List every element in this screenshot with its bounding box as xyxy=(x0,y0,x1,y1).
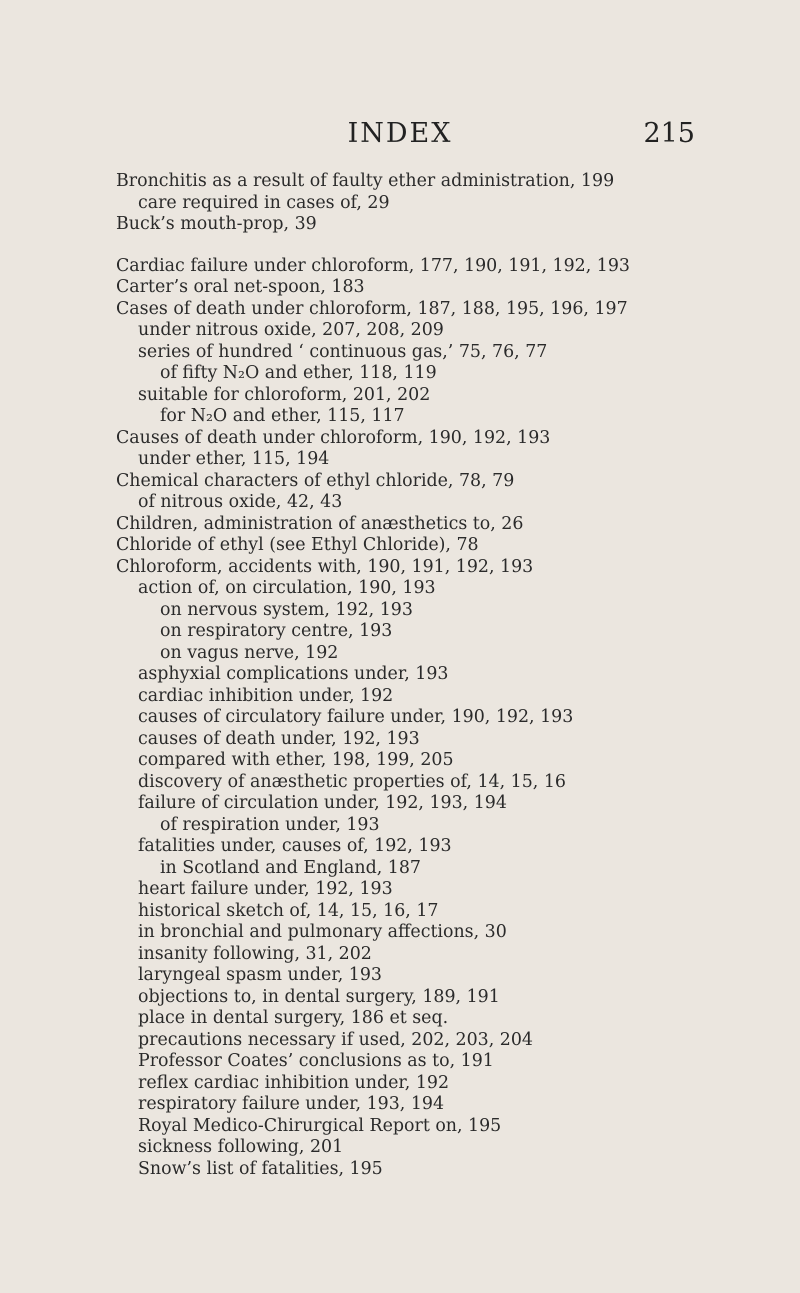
index-subentry: of nitrous oxide, 42, 43 xyxy=(138,492,343,512)
index-entry: Cardiac failure under chloroform, 177, 190, 191, 192, 193 xyxy=(116,255,630,276)
index-entry: Buck’s mouth-prop, 39 xyxy=(116,214,317,234)
page-number: 215 xyxy=(643,118,695,149)
index-subentry: laryngeal spasm under, 193 xyxy=(138,965,382,985)
index-subentry: cardiac inhibition under, 192 xyxy=(138,685,394,706)
index-subentry: insanity following, 31, 202 xyxy=(138,943,372,964)
index-subentry: for N₂O and ether, 115, 117 xyxy=(160,406,405,426)
index-entry: Children, administration of anæsthetics to, 26 xyxy=(116,513,524,534)
index-entry: Bronchitis as a result of faulty ether administration, 199 xyxy=(116,171,615,191)
index-subentry: Professor Coates’ conclusions as to, 191 xyxy=(138,1051,494,1071)
index-subentry: place in dental surgery, 186 et seq. xyxy=(138,1008,449,1028)
index-subentry: precautions necessary if used, 202, 203, 204 xyxy=(138,1029,533,1050)
index-subentry: fatalities under, causes of, 192, 193 xyxy=(138,836,452,856)
index-subentry: action of, on circulation, 190, 193 xyxy=(138,578,436,598)
index-subentry: on respiratory centre, 193 xyxy=(160,621,393,641)
index-subentry: suitable for chloroform, 201, 202 xyxy=(138,384,431,405)
index-entry: Chemical characters of ethyl chloride, 78, 79 xyxy=(116,470,515,491)
index-subentry: Royal Medico-Chirurgical Report on, 195 xyxy=(138,1115,502,1136)
index-subentry: heart failure under, 192, 193 xyxy=(138,879,393,899)
index-subentry: Snow’s list of fatalities, 195 xyxy=(138,1158,383,1179)
index-subentry: in bronchial and pulmonary affections, 30 xyxy=(138,922,507,942)
index-entry: Chloroform, accidents with, 190, 191, 192, 193 xyxy=(116,556,534,577)
index-subentry: causes of circulatory failure under, 190, 192, 193 xyxy=(138,707,574,727)
index-subentry: failure of circulation under, 192, 193, 194 xyxy=(138,793,507,813)
index-subentry: sickness following, 201 xyxy=(138,1137,344,1157)
index-subentry: historical sketch of, 14, 15, 16, 17 xyxy=(138,900,439,921)
index-subentry: asphyxial complications under, 193 xyxy=(138,664,449,684)
index-subentry: in Scotland and England, 187 xyxy=(160,857,421,878)
index-subentry: reflex cardiac inhibition under, 192 xyxy=(138,1072,450,1093)
index-entries xyxy=(116,171,736,1180)
index-subentry: objections to, in dental surgery, 189, 191 xyxy=(138,986,500,1007)
index-subentry: compared with ether, 198, 199, 205 xyxy=(138,750,454,770)
index-subentry: care required in cases of, 29 xyxy=(138,192,390,213)
index-entry: Carter’s oral net-spoon, 183 xyxy=(116,277,365,297)
index-subentry: causes of death under, 192, 193 xyxy=(138,728,420,749)
index-subentry: under nitrous oxide, 207, 208, 209 xyxy=(138,320,444,340)
index-subentry: on nervous system, 192, 193 xyxy=(160,599,413,620)
index-subentry: of respiration under, 193 xyxy=(160,814,380,835)
index-block xyxy=(116,171,736,236)
index-entry: Chloride of ethyl (see Ethyl Chloride), 78 xyxy=(116,535,479,555)
index-entry: Cases of death under chloroform, 187, 188, 195, 196, 197 xyxy=(116,298,628,319)
page-header xyxy=(0,118,800,158)
index-subentry: on vagus nerve, 192 xyxy=(160,642,339,663)
index-block xyxy=(116,256,736,1181)
index-entry: Causes of death under chloroform, 190, 192, 193 xyxy=(116,427,551,448)
page-title: INDEX xyxy=(347,118,453,149)
index-subentry: of fifty N₂O and ether, 118, 119 xyxy=(160,363,437,383)
index-subentry: under ether, 115, 194 xyxy=(138,449,330,469)
index-subentry: series of hundred ‘ continuous gas,’ 75, 76, 77 xyxy=(138,341,548,362)
index-subentry: respiratory failure under, 193, 194 xyxy=(138,1094,445,1114)
index-subentry: discovery of anæsthetic properties of, 14, 15, 16 xyxy=(138,771,566,792)
